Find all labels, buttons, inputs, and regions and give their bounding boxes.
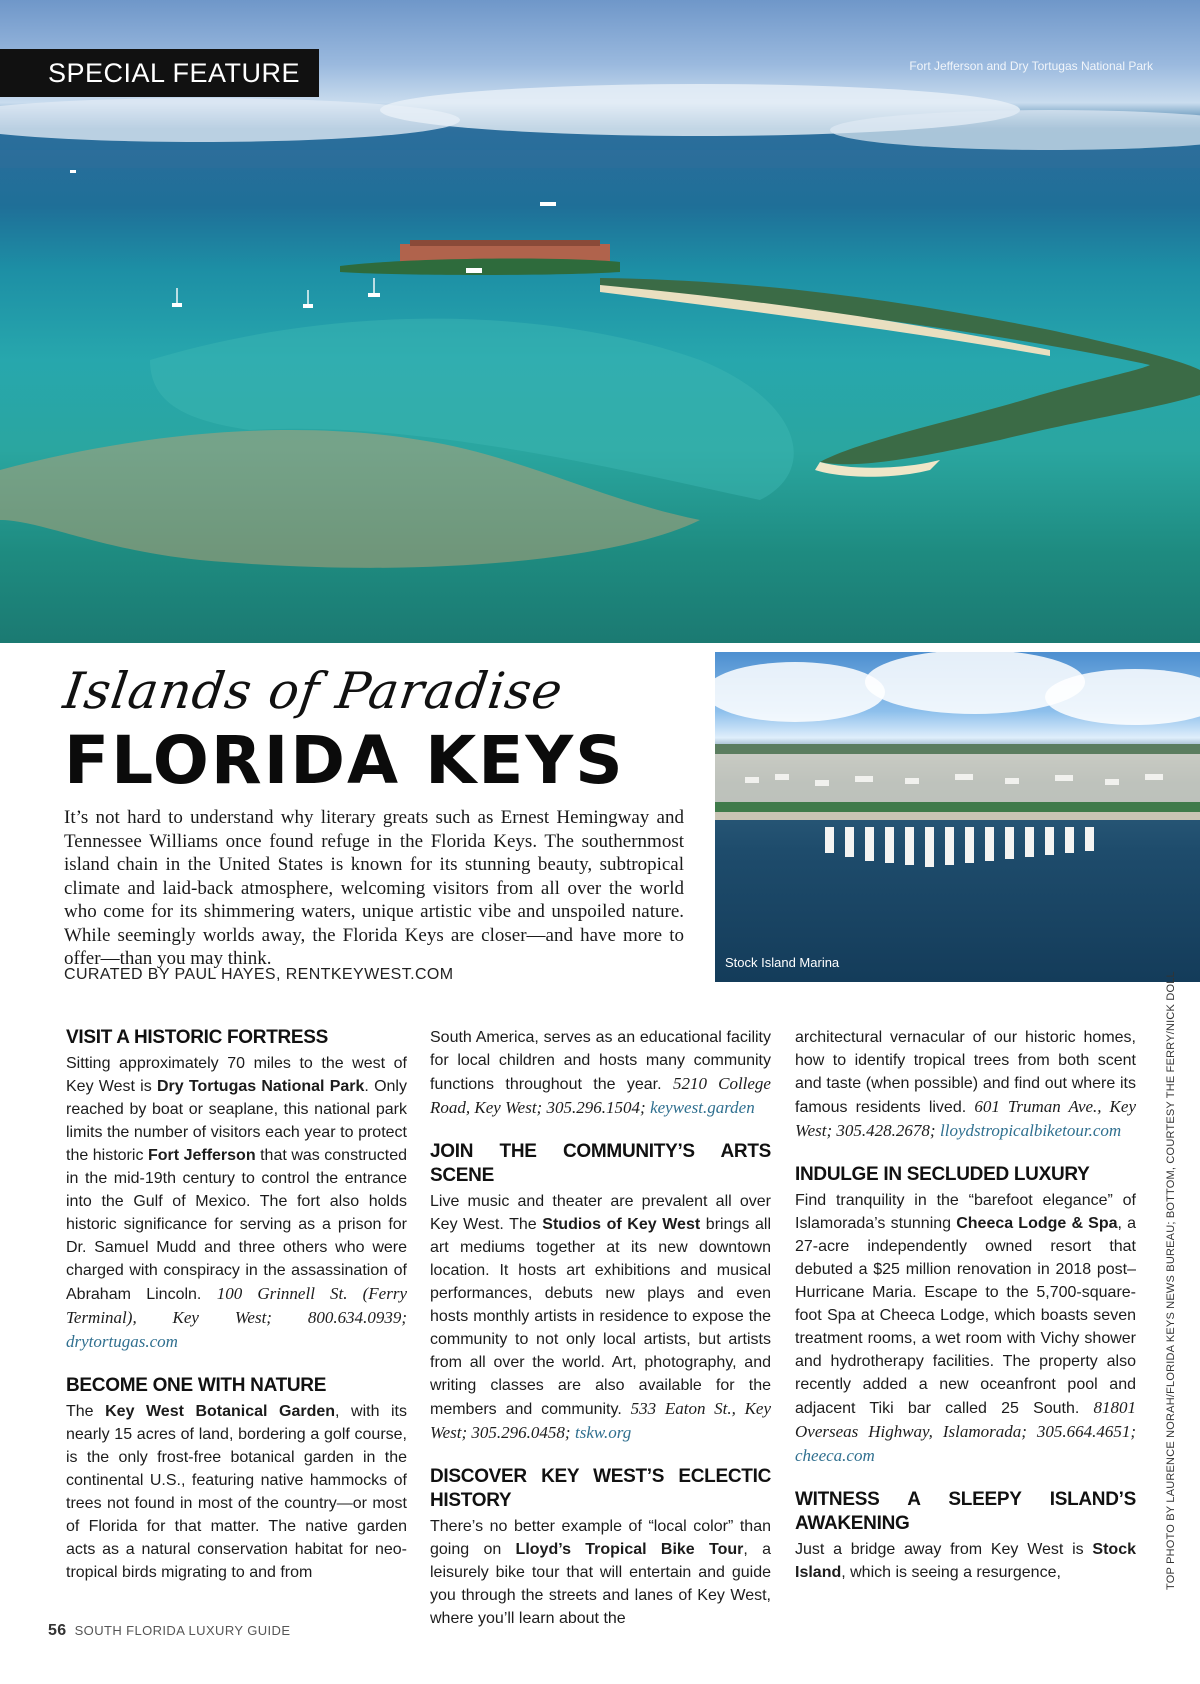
venue-address: 81801 Overseas Highway, Islamorada; 305.664.4651; [795, 1398, 1136, 1441]
section-heading-nature: BECOME ONE WITH NATURE [66, 1375, 327, 1396]
section-heading-fortress: VISIT A HISTORIC FORTRESS [66, 1027, 329, 1048]
marina-photo [715, 652, 1200, 982]
hero-photo [0, 0, 1200, 643]
section-heading-sleepy: WITNESS A SLEEPY ISLAND’S AWAKENING [795, 1489, 1136, 1534]
venue-name: Dry Tortugas National Park [156, 1078, 365, 1095]
body-text: . Only reached by boat or seaplane, this national park limits the number of visitors each year to protect the historic [66, 1078, 407, 1164]
section-body-history-cont [795, 1026, 1136, 1143]
venue-name: Fort Jefferson [147, 1147, 256, 1164]
venue-address: 533 Eaton St., Key West; 305.296.0458; [430, 1399, 771, 1442]
section-heading-luxury: INDULGE IN SECLUDED LUXURY [795, 1164, 1090, 1185]
page-footer [48, 1622, 290, 1640]
publication-name: SOUTH FLORIDA LUXURY GUIDE [74, 1623, 291, 1638]
section-body-arts [430, 1190, 771, 1445]
marina-illustration [715, 652, 1200, 982]
photo-credit: TOP PHOTO BY LAURENCE NORAH/FLORIDA KEYS NEWS BUREAU; BOTTOM, COURTESY THE FERRY/NICK DOLL [1165, 971, 1177, 1590]
section-body-fortress [66, 1052, 407, 1354]
venue-name: Lloyd’s Tropical Bike Tour [515, 1541, 744, 1558]
body-text: Just a bridge away from Key West is [795, 1541, 1093, 1558]
body-text: , a 27-acre independently owned resort that debuted a $25 million renovation in 2018 post–Hurricane Maria. Escape to the 5,700-square-foot Spa at Cheeca Lodge, which boasts seven treatment rooms, a wet room with Vichy shower and hydrotherapy facilities. The property also recently added a new oceanfront pool and adjacent Tiki bar called 25 South. [795, 1215, 1136, 1417]
section-body-nature [66, 1400, 407, 1584]
venue-name: Stock Island [795, 1541, 1136, 1581]
article-column-1 [66, 1026, 407, 1604]
body-text: Sitting approximately 70 miles to the west of Key West is [66, 1055, 407, 1095]
section-heading-arts: JOIN THE COMMUNITY’S ARTS SCENE [430, 1141, 771, 1186]
page-number: 56 [48, 1622, 67, 1639]
section-body-sleepy [795, 1538, 1136, 1584]
article-column-3 [795, 1026, 1136, 1604]
venue-address: 100 Grinnell St. (Ferry Terminal), Key West; 800.634.0939; [66, 1284, 407, 1327]
section-body-history [430, 1515, 771, 1630]
page-title: FLORIDA KEYS [64, 722, 625, 799]
venue-name: Key West Botanical Garden [105, 1403, 336, 1420]
body-text: , with its nearly 15 acres of land, bordering a golf course, is the only frost-free botanical garden in the continental U.S., featuring native hammocks of trees not found in most of the country—or most of Florida for that matter. The native garden acts as a natural conservation habitat for neo-tropical birds migrating to and from [66, 1403, 407, 1581]
section-heading-history: DISCOVER KEY WEST’S ECLECTIC HISTORY [430, 1466, 771, 1511]
body-text: There’s no better example of “local color” than going on [430, 1518, 771, 1558]
body-text: that was constructed in the mid-19th century to control the entrance into the Gulf of Mexico. The fort also holds historic significance for serving as a prison for Dr. Samuel Mudd and three others who were charged with conspiracy in the assassination of Abraham Lincoln. [66, 1147, 407, 1303]
body-text: architectural vernacular of our historic homes, how to identify tropical trees from both scent and taste (when possible) and find out where its famous residents lived. [795, 1029, 1136, 1116]
body-text: South America, serves as an educational facility for local children and hosts many community functions throughout the year. [430, 1029, 771, 1093]
article-column-2 [430, 1026, 771, 1650]
script-title: Islands of Paradise [59, 662, 567, 720]
venue-address: 5210 College Road, Key West; 305.296.1504; [430, 1074, 771, 1117]
curated-byline: CURATED BY PAUL HAYES, RENTKEYWEST.COM [64, 966, 454, 983]
hero-caption: Fort Jefferson and Dry Tortugas National Park [909, 59, 1153, 73]
website-link[interactable]: lloydstropicalbiketour.com [940, 1121, 1122, 1140]
body-text: , which is seeing a resurgence, [841, 1564, 1061, 1581]
website-link[interactable]: tskw.org [575, 1423, 632, 1442]
section-body-nature-cont [430, 1026, 771, 1120]
special-feature-banner: SPECIAL FEATURE [0, 49, 319, 97]
website-link[interactable]: keywest.garden [650, 1098, 755, 1117]
body-text: , a leisurely bike tour that will entertain and guide you through the streets and lanes of Key West, where you’ll learn about the [430, 1541, 771, 1627]
body-text: Find tranquility in the “barefoot elegance” of Islamorada’s stunning [795, 1192, 1136, 1232]
section-body-luxury [795, 1189, 1136, 1468]
body-text: brings all art mediums together at its new downtown location. It hosts art exhibitions and musical performances, debuts new plays and even hosts monthly artists in residence to expose the community to not only local artists, but artists from all over the world. Art, photography, and writing classes are also available for the members and community. [430, 1216, 771, 1418]
website-link[interactable]: drytortugas.com [66, 1332, 178, 1351]
venue-name: Studios of Key West [542, 1216, 701, 1233]
body-text: The [66, 1403, 106, 1420]
venue-name: Cheeca Lodge & Spa [956, 1215, 1118, 1232]
intro-paragraph: It’s not hard to understand why literary greats such as Ernest Hemingway and Tennessee Williams once found refuge in the Florida Keys. The southernmost island chain in the United States is known for its stunning beauty, subtropical climate and laid-back atmosphere, welcoming visitors from all over the world who come for its shimmering waters, unique artistic vibe and unspoiled nature. While seemingly worlds away, the Florida Keys are closer—and have more to offer—than you may think. [64, 807, 684, 969]
venue-address: 601 Truman Ave., Key West; 305.428.2678; [795, 1097, 1136, 1140]
body-text: Live music and theater are prevalent all over Key West. The [430, 1193, 771, 1233]
marina-caption: Stock Island Marina [725, 955, 840, 970]
website-link[interactable]: cheeca.com [795, 1446, 875, 1465]
